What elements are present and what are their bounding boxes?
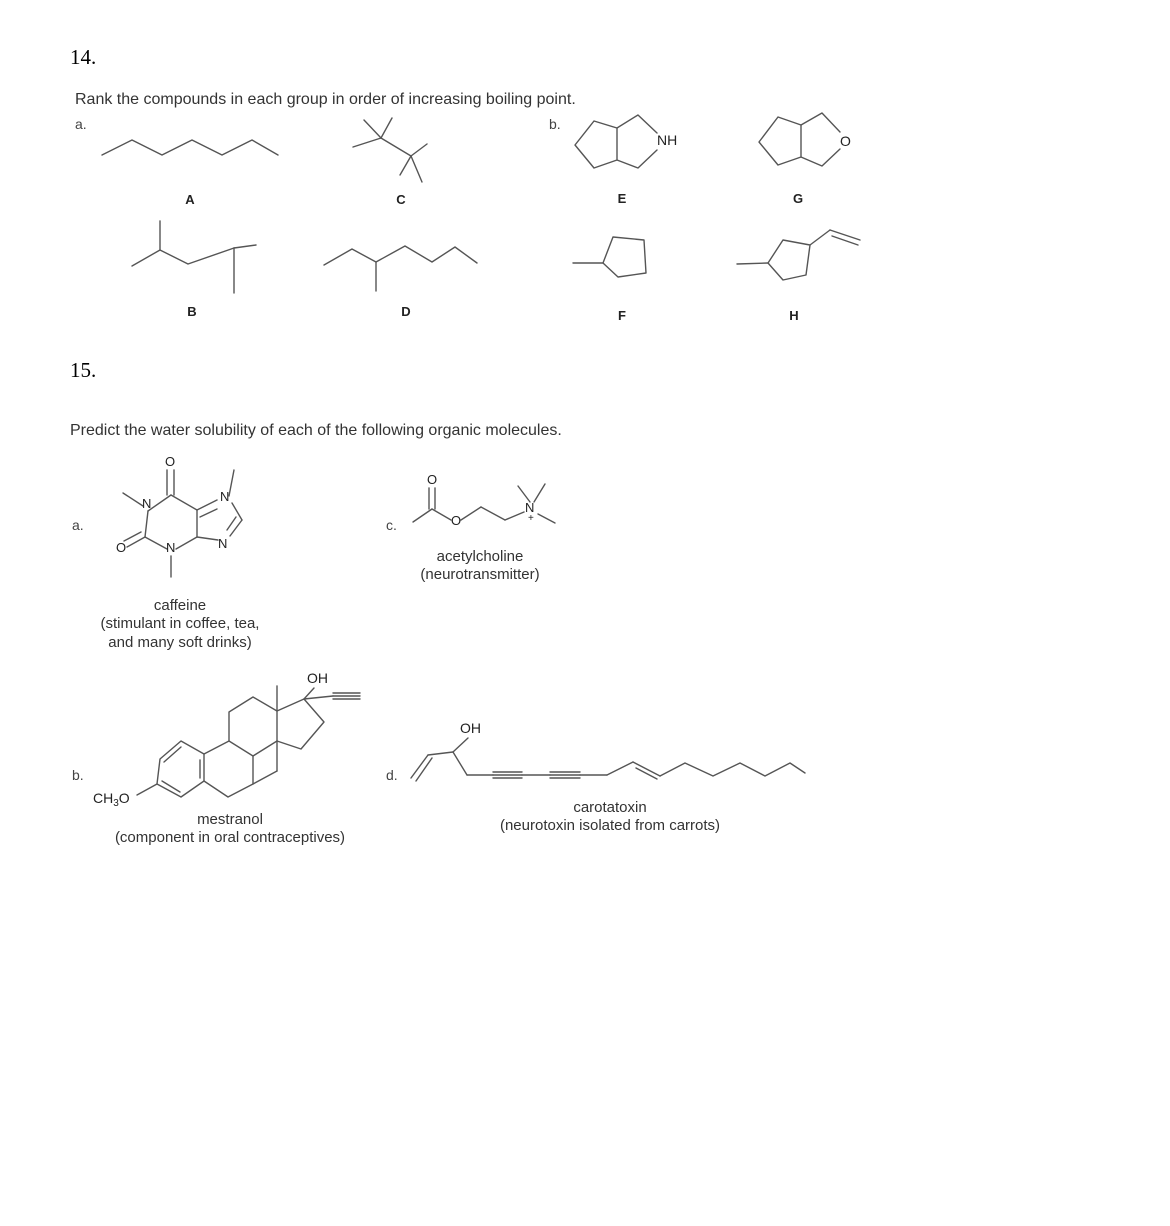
compound-g-label: G: [792, 191, 804, 206]
carotatoxin-desc: (neurotoxin isolated from carrots): [499, 817, 721, 834]
compound-b-structure: [132, 221, 256, 293]
q15-part-b-label: b.: [72, 767, 84, 783]
carotatoxin-name: carotatoxin: [573, 799, 647, 816]
compound-f-label: F: [618, 308, 626, 323]
mestranol-structure: [137, 686, 360, 797]
q14-part-b-label: b.: [549, 116, 561, 132]
caffeine-desc-line2: and many soft drinks): [108, 634, 252, 651]
compound-d-label: D: [401, 304, 411, 319]
q15-part-c-label: c.: [386, 517, 397, 533]
compound-f-structure: [573, 237, 646, 277]
acetylcholine-desc: (neurotransmitter): [420, 566, 540, 583]
caffeine-name: caffeine: [153, 597, 207, 614]
acetylcholine-carbonyl-o: O: [427, 472, 438, 487]
caffeine-desc-line1: (stimulant in coffee, tea,: [100, 615, 260, 632]
caffeine-carbonyl-o-top: O: [165, 454, 176, 469]
carotatoxin-structure: [411, 738, 805, 781]
carotatoxin-hydroxyl: OH: [460, 720, 481, 736]
mestranol-methoxy: $CH_3O$: [93, 790, 130, 809]
caffeine-n7: N: [220, 489, 230, 504]
acetylcholine-nitrogen: N: [525, 500, 535, 515]
compound-e-structure: [575, 115, 657, 168]
acetylcholine-name: acetylcholine: [436, 548, 524, 565]
mestranol-name: mestranol: [197, 811, 263, 828]
compound-c-structure: [353, 118, 427, 182]
question-15-number: 15.: [70, 358, 97, 382]
question-14-number: 14.: [70, 45, 97, 69]
compound-a-structure: [102, 140, 278, 155]
compound-h-label: H: [789, 308, 799, 323]
compound-c-label: C: [396, 192, 406, 207]
mestranol-desc: (component in oral contraceptives): [114, 829, 346, 846]
caffeine-carbonyl-o-left: O: [116, 540, 127, 555]
mestranol-hydroxyl: OH: [307, 670, 328, 686]
compound-g-structure: [759, 113, 840, 166]
q15-part-d-label: d.: [386, 767, 398, 783]
question-15-prompt: Predict the water solubility of each of the following organic molecules.: [70, 422, 562, 439]
compound-e-nh-label: NH: [657, 132, 678, 148]
q15-part-a-label: a.: [72, 517, 84, 533]
caffeine-structure: [123, 470, 242, 577]
question-14-prompt: Rank the compounds in each group in order of increasing boiling point.: [75, 91, 576, 108]
compound-d-structure: [324, 246, 477, 291]
compound-e-label: E: [617, 191, 627, 206]
compound-g-oxygen-label: O: [840, 133, 851, 149]
compound-h-structure: [737, 230, 860, 280]
caffeine-n3: N: [166, 540, 176, 555]
caffeine-n1: N: [142, 496, 152, 511]
caffeine-n9: N: [218, 536, 228, 551]
compound-a-label: A: [185, 192, 195, 207]
q14-part-a-label: a.: [75, 116, 87, 132]
compound-b-label: B: [187, 304, 197, 319]
acetylcholine-ester-o: O: [451, 513, 462, 528]
acetylcholine-charge: +: [528, 513, 534, 524]
